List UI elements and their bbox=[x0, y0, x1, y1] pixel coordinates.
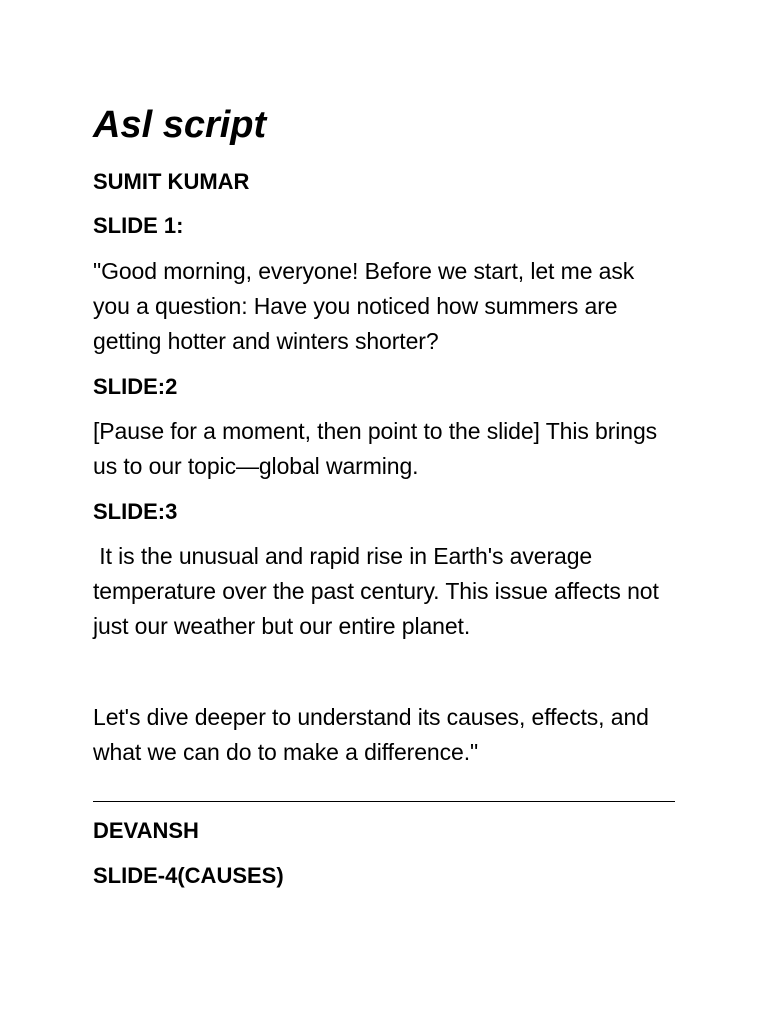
slide-1-text: "Good morning, everyone! Before we start, let me ask you a question: Have you noticed how summers are getting hotter and winters shorter? bbox=[93, 258, 635, 354]
slide-1-label: SLIDE 1: bbox=[93, 213, 184, 238]
slide-4-label: SLIDE-4(CAUSES) bbox=[93, 863, 284, 888]
slide-2-text: [Pause for a moment, then point to the slide] This brings us to our topic—global warming. bbox=[93, 418, 658, 479]
speaker-name-devansh: DEVANSH bbox=[93, 818, 199, 843]
slide-3-text: It is the unusual and rapid rise in Earth's average temperature over the past century. This issue affects not just our weather but our entire planet. bbox=[93, 543, 666, 639]
speaker-name-sumit: SUMIT KUMAR bbox=[93, 169, 250, 194]
document-title: Asl script bbox=[93, 104, 267, 146]
section-divider bbox=[93, 801, 675, 802]
slide-3-label: SLIDE:3 bbox=[93, 499, 178, 524]
closing-text: Let's dive deeper to understand its causes, effects, and what we can do to make a difference." bbox=[93, 704, 649, 765]
slide-2-label: SLIDE:2 bbox=[93, 374, 178, 399]
